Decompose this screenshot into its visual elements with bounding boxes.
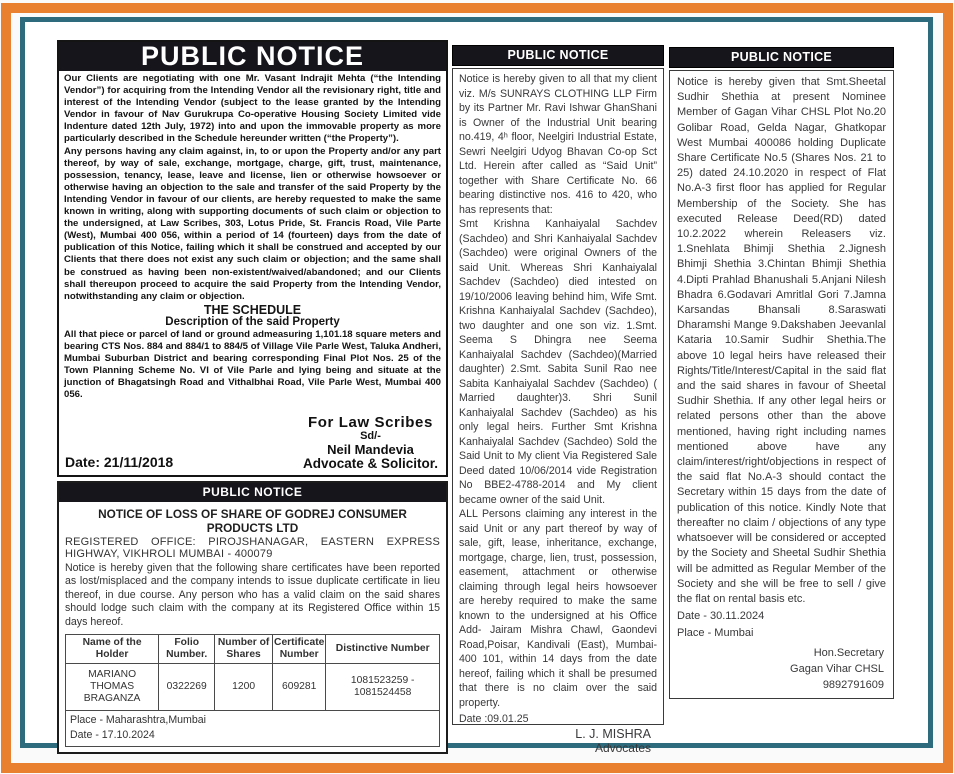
sunrays-paragraph-1: Notice is hereby given to all that my client viz. M/s SUNRAYS CLOTHING LLP Firm by its Partner Mr. Ravi Ishwar GhanShani is Owner of the Industrial Unit bearing no.419, 4ʰ floor, Neelgiri Industrial Estate, Sewri Neelgiri Udyog Bhavan Co-op Sct Ltd. Herein after called as “Said Unit” together with Share Certificate No. 66 bearing distinctive nos. 416 to 420, who has represents that:	[459, 73, 657, 216]
sunrays-paragraph-2: Smt Krishna Kanhaiyalal Sachdev (Sachdeo) and Shri Kanhaiyalal Sachdev (Sachdeo) were original Owners of the said Unit. Whereas Shri Kanhaiyalal Sachdev (Sachdeo) died intested on 19/10/2006 leaving behind him, Wife Smt. Krishna Kanhaiyalal Sachdev (Sachdeo), two daughter and one son viz. 1.Smt. Seema S Dhingra nee Seema Kanhaiyalal Sachdev (Sachdeo)(Married daughter) 2.Smt. Sabita Sunil Rao nee Sabita Kanhaiyalal Sachdev (Sachdeo) ( Married daughter)3. Shri Sunil Kanhaiyalal Sachdev (Sachdeo) as his only legal heirs. Further Smt Krishna Kanhaiyalal Sachdev (Sachdeo) Sold the Said Unit to My client Via Registered Sale Deed dated 10/06/2014 vide Registration No BBE2-4788-2014 and My client became owner of the said Unit.	[459, 218, 657, 506]
schedule-description: All that piece or parcel of land or ground admeasuring 1,101.18 square meters and bearing CTS Nos. 884 and 884/1 to 884/5 of Village Vile Parle West, Taluka Andheri, Mumbai Suburban District and bearing corresponding Final Plot Nos. 25 of the Town Planning Scheme No. VI of Vile Parle and lying being and situate at the junction of Bhagatsingh Road and Vithalbhai Road, Vile Parle West, Mumbai 400 056.	[64, 328, 441, 401]
godrej-notice-content	[59, 504, 446, 752]
table-header-certificate-number: Certificate Number	[273, 635, 326, 664]
sunrays-signature-designation: Advocates	[594, 741, 651, 755]
table-row	[66, 664, 440, 711]
vendor-notice-footer	[59, 416, 446, 475]
signature-designation: Advocate & Solicitor.	[302, 455, 438, 471]
schedule-heading: THE SCHEDULE	[203, 302, 302, 317]
sunrays-public-notice	[452, 45, 664, 755]
godrej-notice-body: Notice is hereby given that the following share certificates have been reported as lost/misplaced and the company intends to issue duplicate certificate in lieu thereof, in due course. Any person who has a valid claim on the said shares should lodge such claim with the company at its Registered Office within 15 days hereof.	[65, 562, 440, 628]
sunrays-notice-body	[452, 68, 664, 755]
table-header-row	[66, 635, 440, 664]
vendor-public-notice	[57, 40, 448, 477]
sunrays-signature-block	[459, 727, 657, 756]
table-header-number-of-shares: Number of Shares	[215, 635, 273, 664]
share-certificate-table	[65, 634, 440, 747]
signature-sd-line: Sd/-	[360, 429, 381, 442]
table-header-distinctive-number: Distinctive Number	[326, 635, 440, 664]
sunrays-notice-header-bar: PUBLIC NOTICE	[452, 45, 664, 66]
sunrays-signature-name: L. J. MISHRA	[575, 726, 651, 741]
cell-folio-number: 0322269	[159, 664, 215, 711]
godrej-place: Place - Maharashtra,Mumbai	[70, 714, 207, 727]
cell-distinctive-number: 1081523259 - 1081524458	[326, 664, 440, 711]
sunrays-paragraph-3: ALL Persons claiming any interest in the said Unit or any part thereof by way of sale, gift, lease, inheritance, exchange, mortgage, charge, lien, trust, possession, easement, attachment or otherwise claiming through legal heirs howsoever are hereby required to make the same known to the undersigned at his Office Add- Jairam Mishra Chawl, Gaondevi Road,Poisar, Kandivali (East), Mumbai- 400 101, within 14 days from the date hereof, failing which it shall be presumed that there is no claim over the said property.	[459, 508, 657, 709]
column-right	[669, 47, 894, 699]
vendor-notice-paragraph-2: Any persons having any claim against, in, to or upon the Property and/or any part thereof, by way of sale, exchange, mortgage, charge, gift, trust, maintenance, possession, tenancy, lease, leave and license, lien or otherwise howsoever or otherwise having an objection to the sale and transfer of the said Property by the Intending Vendor in favour of our clients, are hereby requested to make the same known in writing, along with supporting documents of such claim or objection to the undersigned, at Law Scribes, 303, Lotus Pride, St. Francis Road, Vile Parte (West), Mumbai 400 056, within a period of 14 (fourteen) days from the date of publication of this Notice, failing which it shall be construed and accepted by our Clients that there does not exist any such claim or objection; and the same shall be construed as having been non-existent/waived/abandoned; and our Clients shall thereupon proceed to acquire the said Property from the Intending Vendor, notwithstanding any claim or objection.	[64, 145, 441, 302]
shethia-signature-title: Hon.Secretary	[813, 646, 884, 659]
schedule-subheading: Description of the said Property	[165, 315, 340, 328]
place-date-cell	[66, 711, 440, 747]
signature-name: Neil Mandevia	[327, 442, 414, 457]
godrej-notice-header-bar: PUBLIC NOTICE	[59, 483, 446, 504]
vendor-notice-header-bar: PUBLIC NOTICE	[59, 42, 446, 71]
vendor-notice-date: Date: 21/11/2018	[65, 454, 174, 470]
godrej-registered-office: REGISTERED OFFICE: PIROJSHANAGAR, EASTERN EXPRESS HIGHWAY, VIKHROLI MUMBAI - 400079	[65, 536, 440, 560]
cell-holder-name: MARIANO THOMAS BRAGANZA	[66, 664, 159, 711]
shethia-public-notice	[669, 47, 894, 699]
table-header-folio-number: Folio Number.	[159, 635, 215, 664]
shethia-signature-phone: 9892791609	[822, 678, 884, 691]
table-footer-row	[66, 711, 440, 747]
vendor-notice-paragraph-1: Our Clients are negotiating with one Mr. Vasant Indrajit Mehta (“the Intending Vendor”) for acquiring from the Intending Vendor all the revisionary right, title and interest of the Intending Vendor (subject to the lease granted by the Intending Vendor in favour of Nav Gurukrupa Co-operative Housing Society Limited vide Indenture dated 12th July, 1972) into and upon the immovable property as more particularly described in the Schedule hereunder written (“the Property”).	[64, 73, 441, 145]
godrej-notice-title: NOTICE OF LOSS OF SHARE OF GODREJ CONSUMER PRODUCTS LTD	[98, 507, 407, 535]
vendor-notice-body	[59, 71, 446, 416]
godrej-public-notice	[57, 481, 448, 754]
vendor-notice-signature-block	[303, 416, 438, 470]
shethia-notice-body	[669, 70, 894, 699]
signature-for-line: For Law Scribes	[308, 414, 433, 431]
shethia-date: Date - 30.11.2024	[677, 610, 765, 623]
shethia-place: Place - Mumbai	[677, 627, 754, 640]
cell-number-of-shares: 1200	[215, 664, 273, 711]
sunrays-date: Date :09.01.25	[459, 713, 529, 725]
shethia-notice-header-bar: PUBLIC NOTICE	[669, 47, 894, 68]
shethia-paragraph: Notice is hereby given that Smt.Sheetal Sudhir Shethia at present Nominee Member of Gagan Vihar CHSL Plot No.20 Golibar Road, Gelda Nagar, Ghatkopar West Mumbai 400086 holding Duplicate Share Certificate No.5 (Shares Nos. 21 to 25) dated 24.10.2020 in respect of Flat No.A-3 first floor has applied for Regular Membership of the Society. She has executed Release Deed(RD) dated 10.2.2022 wherein Releasers viz. 1.Snehlata Bhimji Shethia 2.Jignesh Bhimji Shethia 3.Chintan Bhimji Shethia 4.Dipti Prahlad Bhanushali 5.Anjani Nilesh Bhadra 6.Godavari Amritlal Gori 7.Jamna Karsandas Bhansali 8.Saraswati Dharamshi Mange 9.Dakshaben Jeevanlal Kataria 10.Samir Sudhir Shethia.The above 10 legal heirs have released their Rights/Title/Interest/Capital in the said flat and the said shares in favour of Sheetal Sudhir Shethia. If any other legal heirs or related persons other than the above mentioned, having right including names mentioned above have any claim/interest/right/objections in respect of the said flat No.A-3 should contact the Secretary within 15 days from the date of publication of this notice. Kindly Note that thereafter no claim / objections of any type whatsoever will be considered or accepted by the Society and Sheetal Sudhir Shethia will be admitted as Regular Member of the Society and she will be free to sell / give the flat on rental basis etc.	[677, 76, 886, 605]
shethia-signature-society: Gagan Vihar CHSL	[790, 662, 884, 675]
godrej-date: Date - 17.10.2024	[70, 729, 155, 742]
column-middle	[452, 45, 664, 755]
shethia-signature-block	[677, 645, 886, 693]
cell-certificate-number: 609281	[273, 664, 326, 711]
table-header-holder-name: Name of the Holder	[66, 635, 159, 664]
column-left	[57, 40, 448, 754]
